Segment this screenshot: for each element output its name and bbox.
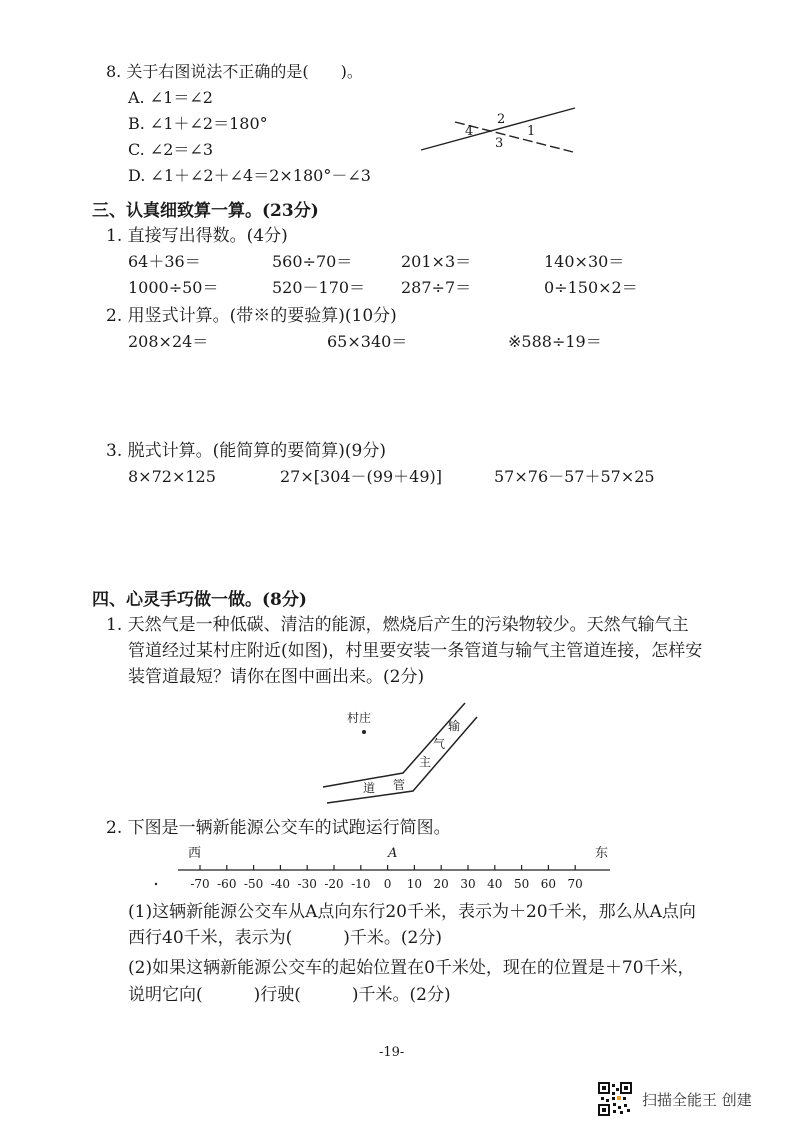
q8-option-a: A. ∠1＝∠2 [128,88,213,107]
east-label: 东 [595,846,609,861]
s4-p2-sub1-line: (1)这辆新能源公交车从A点向东行20千米，表示为＋20千米，那么从A点向 [128,902,696,922]
number-line-tick-label: -20 [324,877,344,891]
number-line-tick-label: -70 [190,877,210,891]
point-a-label: A [388,846,398,861]
number-line-tick-label: 60 [540,877,557,891]
pipe-char: 道 [363,781,376,795]
section3-heading: 三、认真细致算一算。(23分) [92,201,319,221]
s3-p3-title: 3. 脱式计算。(能简算的要简算)(9分) [106,441,386,461]
calc-item: 560÷70＝ [272,252,353,271]
calc-item: 0÷150×2＝ [544,278,638,297]
s3-p2-title: 2. 用竖式计算。(带※的要验算)(10分) [106,306,397,326]
number-line-tick-label: -60 [217,877,237,891]
q8-option-d: D. ∠1＋∠2＋∠4＝2×180°－∠3 [128,166,371,185]
number-line [150,842,620,896]
number-line-tick-label: 40 [487,877,503,891]
q8-stem: 8. 关于右图说法不正确的是( )。 [106,62,363,81]
s3-p1-title: 1. 直接写出得数。(4分) [106,226,288,246]
page-number: -19- [379,1045,405,1060]
village-dot [362,730,366,734]
q8-option-b: B. ∠1＋∠2＝180° [128,114,268,133]
angle-figure [415,100,580,160]
step-calc-item: 27×[304－(99＋49)] [280,467,442,486]
angle-label-1: 1 [527,124,536,139]
s4-p1-line: 装管道最短？请你在图中画出来。(2分) [128,667,425,687]
angle-label-3: 3 [495,136,504,151]
qr-code-icon [598,1082,632,1116]
s4-p2-sub1-line: 西行40千米，表示为( )千米。(2分) [128,928,442,948]
number-line-tick-label: 30 [460,877,476,891]
pipe-char: 输 [448,719,461,733]
vertical-calc-item: 65×340＝ [327,332,408,351]
section4-heading: 四、心灵手巧做一做。(8分) [92,590,307,610]
watermark-text: 扫描全能王 创建 [642,1090,752,1109]
calc-item: 201×3＝ [401,252,472,271]
q8-option-c: C. ∠2＝∠3 [128,140,214,159]
calc-item: 287÷7＝ [401,278,472,297]
s4-p2-sub2-line: (2)如果这辆新能源公交车的起始位置在0千米处，现在的位置是＋70千米， [128,958,695,978]
edge-mark [155,883,157,885]
s4-p2-sub2-line: 说明它向( )行驶( )千米。(2分) [128,985,451,1005]
number-line-tick-label: 10 [406,877,423,891]
number-line-tick-label: -50 [243,877,264,891]
calc-item: 1000÷50＝ [128,278,219,297]
west-label: 西 [188,846,202,861]
vertical-calc-item: ※588÷19＝ [508,332,602,351]
pipe-char: 气 [433,737,446,751]
calc-item: 64＋36＝ [128,252,201,271]
number-line-tick-label: -30 [297,877,317,891]
step-calc-item: 57×76－57＋57×25 [494,467,655,486]
s4-p1-line: 1. 天然气是一种低碳、清洁的能源，燃烧后产生的污染物较少。天然气输气主 [106,615,689,635]
watermark [598,1082,752,1116]
number-line-tick-label: 20 [433,877,449,891]
number-line-tick-label: 50 [513,877,530,891]
number-line-tick-label: -40 [270,877,291,891]
pipe-char: 主 [419,755,432,769]
pipeline-figure [315,695,485,810]
number-line-tick-label: -10 [351,877,371,891]
number-line-tick-label: 0 [383,877,392,891]
step-calc-item: 8×72×125 [128,467,216,486]
calc-item: 520－170＝ [272,278,366,297]
vertical-calc-item: 208×24＝ [128,332,209,351]
calc-item: 140×30＝ [544,252,625,271]
number-line-ticks [190,865,583,891]
number-line-tick-label: 70 [567,877,583,891]
angle-label-4: 4 [465,124,474,139]
village-label: 村庄 [347,711,372,725]
pipe-char: 管 [393,778,406,792]
s4-p1-line: 管道经过某村庄附近(如图)，村里要安装一条管道与输气主管道连接，怎样安 [128,641,703,661]
s4-p2-title: 2. 下图是一辆新能源公交车的试跑运行简图。 [106,818,451,838]
angle-label-2: 2 [497,112,506,127]
